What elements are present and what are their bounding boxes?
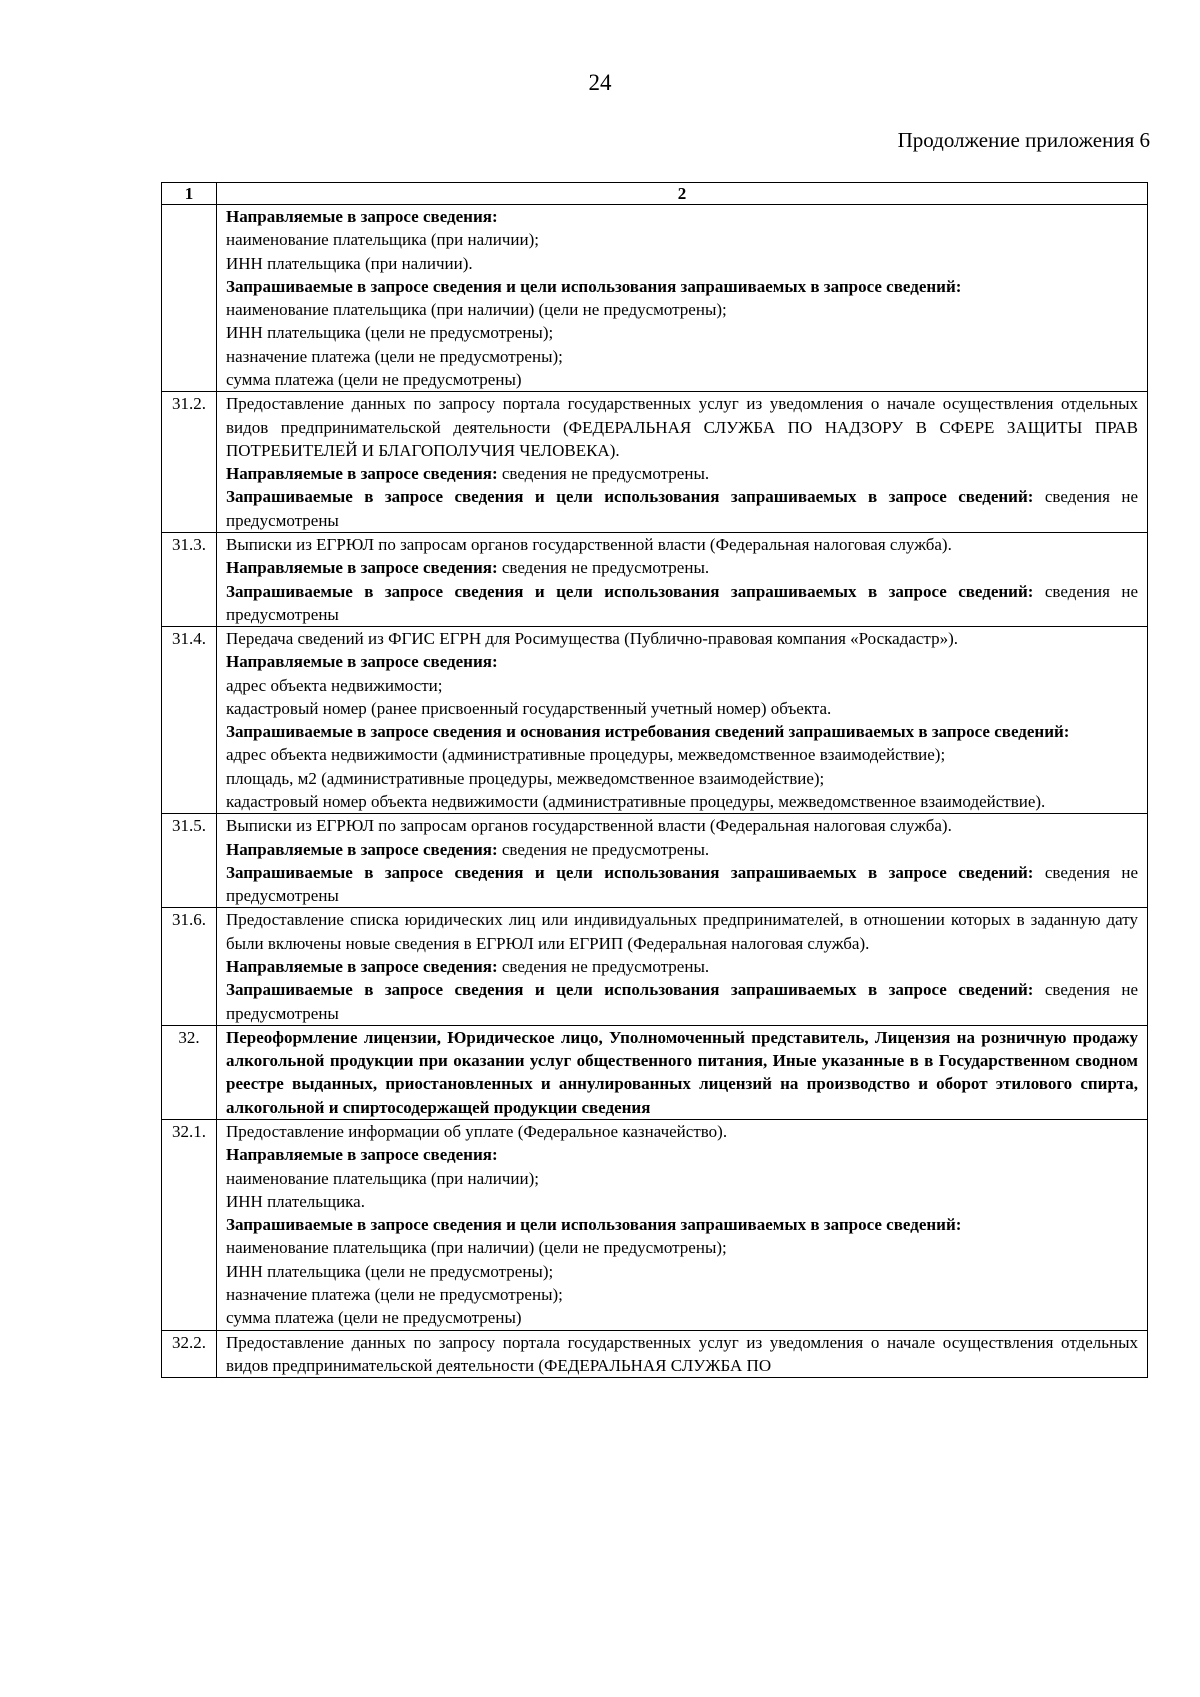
- plain-text: назначение платежа (цели не предусмотрены);: [226, 346, 563, 366]
- table-row: [162, 814, 1148, 908]
- bold-label: Запрашиваемые в запросе сведения и цели использования запрашиваемых в запросе сведений:: [226, 1215, 962, 1235]
- bold-label: Направляемые в запросе сведения:: [226, 558, 498, 578]
- row-number: 31.2.: [162, 392, 217, 533]
- plain-text: сведения не предусмотрены: [226, 487, 1138, 530]
- plain-text: Предоставление данных по запросу портала государственных услуг из уведомления о начале осуществления отдельных видов предпринимательской деятельности (ФЕДЕРАЛЬНАЯ СЛУЖБА ПО НАДЗОРУ В СФЕРЕ ЗАЩИТЫ ПРАВ ПОТРЕБИТЕЛЕЙ И БЛАГОПОЛУЧИЯ ЧЕЛОВЕКА).: [226, 394, 1138, 460]
- content-line: [226, 1167, 1138, 1190]
- content-line: [226, 228, 1138, 251]
- row-content: [217, 205, 1148, 392]
- content-line: [226, 205, 1138, 228]
- bold-label: Направляемые в запросе сведения:: [226, 207, 498, 226]
- content-line: [226, 392, 1138, 462]
- bold-label: Запрашиваемые в запросе сведения и цели использования запрашиваемых в запросе сведений:: [226, 581, 1034, 601]
- content-line: [226, 720, 1138, 743]
- content-line: [226, 1190, 1138, 1213]
- content-line: [226, 252, 1138, 275]
- appendix-table: [161, 182, 1148, 1378]
- content-line: [226, 955, 1138, 978]
- plain-text: сведения не предусмотрены: [226, 862, 1138, 906]
- content-line: [226, 1026, 1138, 1119]
- plain-text: адрес объекта недвижимости (административные процедуры, межведомственное взаимодействие);: [226, 745, 946, 765]
- content-line: [226, 650, 1138, 673]
- content-line: [226, 697, 1138, 720]
- row-number: 31.6.: [162, 908, 217, 1025]
- plain-text: сумма платежа (цели не предусмотрены): [226, 1308, 522, 1328]
- plain-text: Выписки из ЕГРЮЛ по запросам органов государственной власти (Федеральная налоговая служба).: [226, 534, 952, 554]
- row-content: [217, 1119, 1148, 1330]
- plain-text: Предоставление информации об уплате (Федеральное казначейство).: [226, 1121, 728, 1141]
- bold-label: Направляемые в запросе сведения:: [226, 957, 498, 976]
- plain-text: сведения не предусмотрены.: [497, 839, 710, 859]
- plain-text: сумма платежа (цели не предусмотрены): [226, 369, 522, 389]
- plain-text: адрес объекта недвижимости;: [226, 675, 443, 695]
- plain-text: назначение платежа (цели не предусмотрены);: [226, 1284, 563, 1304]
- content-line: [226, 790, 1138, 813]
- bold-label: Запрашиваемые в запросе сведения и цели использования запрашиваемых в запросе сведений:: [226, 980, 1034, 1000]
- row-content: [217, 1330, 1148, 1378]
- plain-text: кадастровый номер (ранее присвоенный государственный учетный номер) объекта.: [226, 698, 832, 718]
- table-row: [162, 392, 1148, 533]
- plain-text: сведения не предусмотрены.: [497, 464, 710, 484]
- content-line: [226, 1120, 1138, 1143]
- content-line: [226, 485, 1138, 532]
- plain-text: ИНН плательщика (при наличии).: [226, 253, 473, 273]
- content-line: [226, 1213, 1138, 1236]
- plain-text: сведения не предусмотрены.: [497, 957, 710, 976]
- content-line: [226, 1331, 1138, 1378]
- plain-text: Передача сведений из ФГИС ЕГРН для Росимущества (Публично-правовая компания «Роскадастр»).: [226, 629, 958, 649]
- continuation-title: Продолжение приложения 6: [897, 128, 1150, 152]
- table-row: [162, 1330, 1148, 1378]
- table-body: [162, 205, 1148, 1378]
- table-row: [162, 908, 1148, 1025]
- table-row: [162, 1025, 1148, 1119]
- row-number: 32.: [162, 1025, 217, 1119]
- row-content: [217, 532, 1148, 626]
- table-header-row: [162, 183, 1148, 205]
- plain-text: ИНН плательщика.: [226, 1191, 365, 1211]
- bold-label: Запрашиваемые в запросе сведения и цели использования запрашиваемых в запросе сведений:: [226, 862, 1034, 882]
- plain-text: Предоставление списка юридических лиц или индивидуальных предпринимателей, в отношении которых в заданную дату были включены новые сведения в ЕГРЮЛ или ЕГРИП (Федеральная налоговая служба).: [226, 910, 1138, 953]
- content-line: [226, 1143, 1138, 1166]
- bold-label: Запрашиваемые в запросе сведения и цели использования запрашиваемых в запросе сведений:: [226, 487, 1034, 507]
- plain-text: сведения не предусмотрены: [226, 581, 1138, 624]
- plain-text: ИНН плательщика (цели не предусмотрены);: [226, 1261, 554, 1281]
- row-content: [217, 1025, 1148, 1119]
- bold-label: Направляемые в запросе сведения:: [226, 464, 498, 484]
- table-row: [162, 627, 1148, 814]
- content-line: [226, 345, 1138, 368]
- row-number: 31.3.: [162, 532, 217, 626]
- bold-label: Направляемые в запросе сведения:: [226, 839, 498, 859]
- content-line: [226, 556, 1138, 579]
- plain-text: наименование плательщика (при наличии) (цели не предусмотрены);: [226, 300, 727, 320]
- bold-label: Направляемые в запросе сведения:: [226, 1145, 498, 1165]
- row-content: [217, 908, 1148, 1025]
- content-line: [226, 743, 1138, 766]
- table-row: [162, 532, 1148, 626]
- content-line: [226, 814, 1138, 837]
- plain-text: кадастровый номер объекта недвижимости (административные процедуры, межведомственное взаимодействие).: [226, 792, 1046, 812]
- content-line: [226, 275, 1138, 298]
- content-line: [226, 674, 1138, 697]
- row-number: 32.1.: [162, 1119, 217, 1330]
- row-number: 31.5.: [162, 814, 217, 908]
- header-col-2: 2: [217, 183, 1148, 205]
- plain-text: сведения не предусмотрены: [226, 980, 1138, 1023]
- content-line: [226, 533, 1138, 556]
- bold-label: Переоформление лицензии, Юридическое лицо, Уполномоченный представитель, Лицензия на розничную продажу алкогольной продукции при оказании услуг общественного питания, Иные указанные в в Государственном сводном реестре выданных, приостановленных и аннулированных лицензий на производство и оборот этилового спирта, алкогольной и спиртосодержащей продукции сведения: [226, 1027, 1138, 1117]
- plain-text: наименование плательщика (при наличии);: [226, 1168, 539, 1188]
- content-line: [226, 908, 1138, 955]
- row-content: [217, 814, 1148, 908]
- plain-text: наименование плательщика (при наличии);: [226, 230, 539, 250]
- content-line: [226, 1283, 1138, 1306]
- row-content: [217, 392, 1148, 533]
- content-line: [226, 838, 1138, 861]
- plain-text: сведения не предусмотрены.: [497, 558, 710, 578]
- content-line: [226, 580, 1138, 627]
- plain-text: ИНН плательщика (цели не предусмотрены);: [226, 323, 554, 343]
- plain-text: Выписки из ЕГРЮЛ по запросам органов государственной власти (Федеральная налоговая служба).: [226, 816, 952, 836]
- content-line: [226, 462, 1138, 485]
- row-content: [217, 627, 1148, 814]
- content-line: [226, 861, 1138, 908]
- bold-label: Запрашиваемые в запросе сведения и основания истребования сведений запрашиваемых в запросе сведений:: [226, 722, 1070, 742]
- content-line: [226, 298, 1138, 321]
- bold-label: Направляемые в запросе сведения:: [226, 652, 498, 672]
- row-number: [162, 205, 217, 392]
- bold-label: Запрашиваемые в запросе сведения и цели использования запрашиваемых в запросе сведений:: [226, 276, 962, 296]
- table-row: [162, 205, 1148, 392]
- content-line: [226, 368, 1138, 391]
- table-row: [162, 1119, 1148, 1330]
- content-line: [226, 627, 1138, 650]
- plain-text: Предоставление данных по запросу портала государственных услуг из уведомления о начале осуществления отдельных видов предпринимательской деятельности (ФЕДЕРАЛЬНАЯ СЛУЖБА ПО: [226, 1332, 1138, 1375]
- content-line: [226, 1306, 1138, 1329]
- row-number: 32.2.: [162, 1330, 217, 1378]
- content-line: [226, 978, 1138, 1025]
- row-number: 31.4.: [162, 627, 217, 814]
- content-line: [226, 1260, 1138, 1283]
- page-number: 24: [588, 70, 612, 95]
- content-line: [226, 1236, 1138, 1259]
- header-col-1: 1: [162, 183, 217, 205]
- content-line: [226, 321, 1138, 344]
- plain-text: наименование плательщика (при наличии) (цели не предусмотрены);: [226, 1238, 727, 1258]
- content-line: [226, 767, 1138, 790]
- plain-text: площадь, м2 (административные процедуры, межведомственное взаимодействие);: [226, 768, 825, 788]
